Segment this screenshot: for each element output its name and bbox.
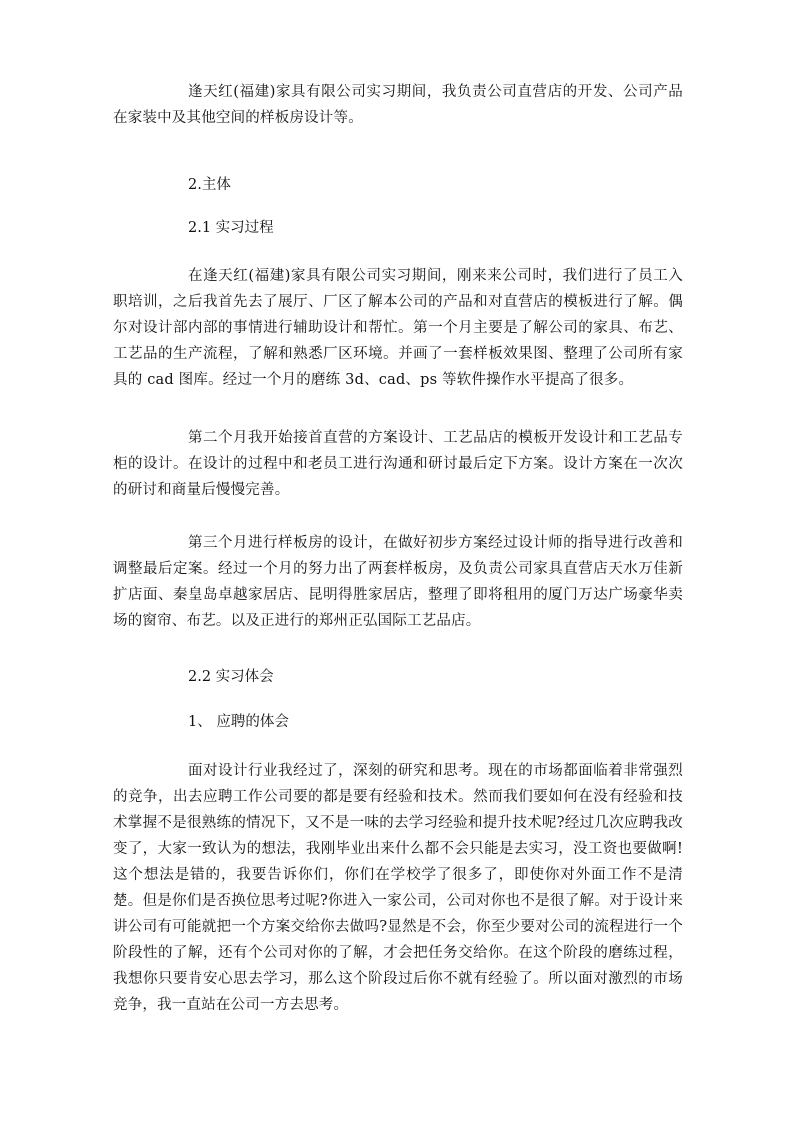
process-paragraph-2-text: 第二个月我开始接首直营的方案设计、工艺品店的模板开发设计和工艺品专柜的设计。在设计的过程中和老员工进行沟通和研讨最后定下方案。设计方案在一次次的研讨和商量后慢慢完善。 xyxy=(113,430,683,498)
experience-paragraph-1 xyxy=(113,758,683,1018)
section-heading-internship-process: 2.1 实习过程 xyxy=(188,220,274,236)
process-paragraph-1 xyxy=(113,263,683,393)
process-paragraph-3-text: 第三个月进行样板房的设计，在做好初步方案经过设计师的指导进行改善和调整最后定案。经过一个月的努力出了两套样板房，及负责公司家具直营店天水万佳新扩店面、秦皇岛卓越家居店、昆明得胜家居店，整理了即将租用的厦门万达广场豪华卖场的窗帘、布艺。以及正进行的郑州正弘国际工艺品店。 xyxy=(113,535,683,629)
process-paragraph-3 xyxy=(113,530,683,634)
section-heading-internship-experience: 2.2 实习体会 xyxy=(188,669,274,685)
intro-paragraph xyxy=(113,79,683,131)
subheading-application-experience: 1、 应聘的体会 xyxy=(188,714,289,730)
process-paragraph-2 xyxy=(113,425,683,503)
experience-paragraph-1-text: 面对设计行业我经过了，深刻的研究和思考。现在的市场都面临着非常强烈的竞争，出去应聘工作公司要的都是要有经验和技术。然而我们要如何在没有经验和技术掌握不是很熟练的情况下，又不是一味的去学习经验和提升技术呢?经过几次应聘我改变了，大家一致认为的想法，我刚毕业出来什么都不会只能是去实习，没工资也要做啊!这个想法是错的，我要告诉你们，你们在学校学了很多了，即使你对外面工作不是清楚。但是你们是否换位思考过呢?你进入一家公司，公司对你也不是很了解。对于设计来讲公司有可能就把一个方案交给你去做吗?显然是不会，你至少要对公司的流程进行一个阶段性的了解，还有个公司对你的了解，才会把任务交给你。在这个阶段的磨练过程，我想你只要肯安心思去学习，那么这个阶段过后你不就有经验了。所以面对激烈的市场竞争，我一直站在公司一方去思考。 xyxy=(113,763,683,1013)
intro-paragraph-text: 逢天红(福建)家具有限公司实习期间，我负责公司直营店的开发、公司产品在家装中及其他空间的样板房设计等。 xyxy=(113,84,683,126)
section-heading-main: 2.主体 xyxy=(188,177,231,193)
process-paragraph-1-text: 在逢天红(福建)家具有限公司实习期间，刚来来公司时，我们进行了员工入职培训，之后我首先去了展厅、厂区了解本公司的产品和对直营店的模板进行了解。偶尔对设计部内部的事情进行辅助设计和帮忙。第一个月主要是了解公司的家具、布艺、工艺品的生产流程，了解和熟悉厂区环境。并画了一套样板效果图、整理了公司所有家具的 cad 图库。经过一个月的磨练 3d、cad、ps 等软件操作水平提高了很多。 xyxy=(113,268,683,388)
